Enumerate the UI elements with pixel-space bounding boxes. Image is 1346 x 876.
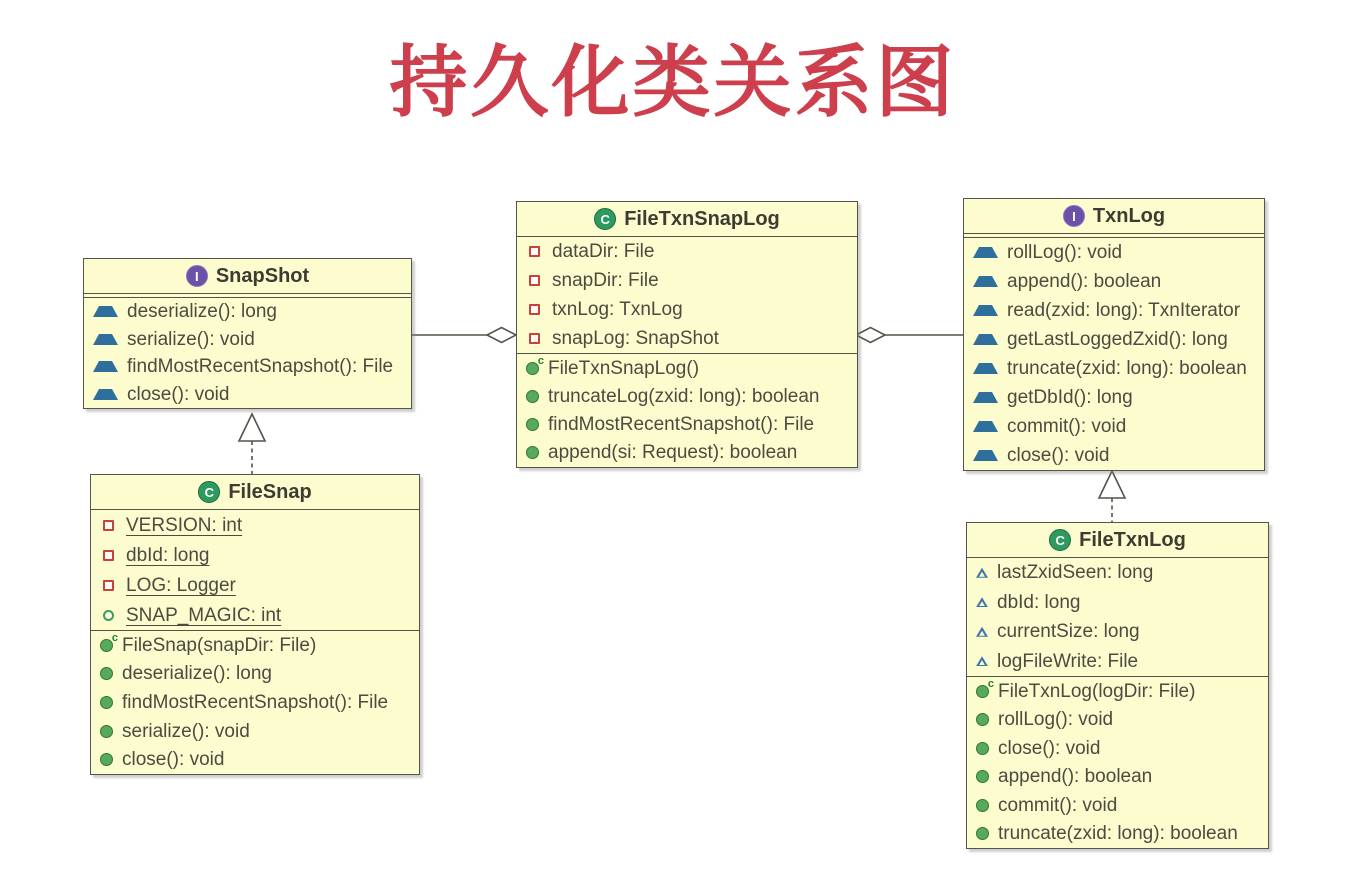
class-name: SnapShot bbox=[215, 264, 310, 287]
public-method-icon bbox=[526, 390, 539, 403]
class-header bbox=[967, 523, 1268, 558]
member-row bbox=[91, 600, 419, 630]
default-field-icon bbox=[976, 597, 988, 607]
member-row bbox=[91, 660, 419, 689]
private-field-icon bbox=[529, 333, 540, 344]
member-row bbox=[967, 763, 1268, 792]
class-header bbox=[517, 202, 857, 237]
member-row bbox=[91, 688, 419, 717]
member-text: getDbId(): long bbox=[1007, 387, 1133, 408]
class-badge-icon: C bbox=[594, 208, 616, 230]
class-header bbox=[84, 259, 411, 294]
abstract-method-icon bbox=[973, 334, 998, 345]
member-text: findMostRecentSnapshot(): File bbox=[548, 413, 815, 435]
private-field-icon bbox=[103, 580, 114, 591]
member-row bbox=[964, 296, 1264, 325]
member-text: close(): void bbox=[122, 749, 225, 771]
abstract-method-icon bbox=[973, 450, 998, 461]
class-box-snapshot bbox=[83, 258, 412, 409]
constructor-icon bbox=[100, 639, 113, 652]
member-text: commit(): void bbox=[998, 794, 1118, 816]
member-text: findMostRecentSnapshot(): File bbox=[122, 691, 389, 713]
member-text: truncate(zxid: long): boolean bbox=[998, 823, 1238, 845]
default-field-icon bbox=[976, 627, 988, 637]
default-field-icon bbox=[976, 656, 988, 666]
member-row bbox=[967, 820, 1268, 849]
member-text: serialize(): void bbox=[127, 328, 255, 350]
member-text: snapDir: File bbox=[552, 270, 659, 291]
realization-triangle-icon bbox=[1099, 471, 1125, 498]
abstract-method-icon bbox=[973, 363, 998, 374]
class-name: FileTxnLog bbox=[1079, 528, 1186, 551]
class-name: TxnLog bbox=[1092, 204, 1166, 227]
member-text: rollLog(): void bbox=[998, 709, 1114, 731]
member-row bbox=[967, 734, 1268, 763]
default-field-icon bbox=[976, 568, 988, 578]
class-name: FileSnap bbox=[228, 480, 312, 503]
member-text: close(): void bbox=[1007, 445, 1110, 466]
methods-section bbox=[964, 238, 1264, 470]
member-row bbox=[967, 617, 1268, 647]
fields-section bbox=[967, 558, 1268, 677]
member-row bbox=[91, 631, 419, 660]
member-text: append(): boolean bbox=[1007, 271, 1162, 292]
methods-section bbox=[967, 677, 1268, 848]
member-row bbox=[517, 266, 857, 295]
package-field-icon bbox=[103, 610, 114, 621]
member-text: serialize(): void bbox=[122, 720, 250, 742]
abstract-method-icon bbox=[93, 334, 118, 345]
constructor-icon bbox=[526, 362, 539, 375]
public-method-icon bbox=[100, 753, 113, 766]
public-method-icon bbox=[526, 446, 539, 459]
member-text: close(): void bbox=[127, 384, 230, 406]
member-row bbox=[91, 570, 419, 600]
methods-section bbox=[91, 631, 419, 774]
member-row bbox=[967, 706, 1268, 735]
abstract-method-icon bbox=[973, 421, 998, 432]
class-box-filesnap bbox=[90, 474, 420, 775]
class-badge-icon: C bbox=[198, 481, 220, 503]
member-text: SNAP_MAGIC: int bbox=[126, 604, 282, 626]
public-method-icon bbox=[100, 696, 113, 709]
public-method-icon bbox=[100, 725, 113, 738]
private-field-icon bbox=[103, 550, 114, 561]
methods-section bbox=[84, 298, 411, 408]
member-text: txnLog: TxnLog bbox=[552, 299, 683, 320]
member-text: currentSize: long bbox=[997, 621, 1140, 643]
class-header bbox=[91, 475, 419, 510]
member-row bbox=[964, 267, 1264, 296]
member-row bbox=[517, 382, 857, 410]
class-header bbox=[964, 199, 1264, 234]
member-text: append(si: Request): boolean bbox=[548, 442, 798, 464]
member-row bbox=[517, 295, 857, 324]
public-method-icon bbox=[976, 713, 989, 726]
member-text: rollLog(): void bbox=[1007, 242, 1123, 263]
member-row bbox=[967, 588, 1268, 618]
public-method-icon bbox=[526, 418, 539, 431]
class-name: FileTxnSnapLog bbox=[624, 207, 780, 230]
interface-badge-icon: I bbox=[1063, 205, 1085, 227]
member-text: FileSnap(snapDir: File) bbox=[122, 634, 317, 656]
member-text: append(): boolean bbox=[998, 766, 1153, 788]
member-text: dbId: long bbox=[997, 591, 1081, 613]
class-badge-icon: C bbox=[1049, 529, 1071, 551]
member-row bbox=[91, 540, 419, 570]
member-row bbox=[517, 324, 857, 353]
member-row bbox=[964, 383, 1264, 412]
member-row bbox=[967, 647, 1268, 677]
constructor-icon bbox=[976, 685, 989, 698]
fields-section bbox=[517, 237, 857, 354]
member-text: read(zxid: long): TxnIterator bbox=[1007, 300, 1241, 321]
member-row bbox=[517, 237, 857, 266]
member-row bbox=[84, 298, 411, 326]
public-method-icon bbox=[100, 667, 113, 680]
member-row bbox=[967, 558, 1268, 588]
abstract-method-icon bbox=[973, 247, 998, 258]
abstract-method-icon bbox=[973, 305, 998, 316]
public-method-icon bbox=[976, 799, 989, 812]
member-text: deserialize(): long bbox=[127, 301, 277, 323]
member-text: findMostRecentSnapshot(): File bbox=[127, 356, 394, 378]
member-row bbox=[964, 441, 1264, 470]
fields-section bbox=[91, 510, 419, 631]
class-box-filetxnsnaplog bbox=[516, 201, 858, 468]
member-row bbox=[964, 412, 1264, 441]
member-text: FileTxnLog(logDir: File) bbox=[998, 680, 1196, 702]
member-text: FileTxnSnapLog() bbox=[548, 357, 700, 379]
abstract-method-icon bbox=[93, 389, 118, 400]
member-text: commit(): void bbox=[1007, 416, 1127, 437]
member-text: deserialize(): long bbox=[122, 663, 272, 685]
public-method-icon bbox=[976, 770, 989, 783]
member-text: logFileWrite: File bbox=[997, 650, 1139, 672]
member-row bbox=[967, 677, 1268, 706]
realization-triangle-icon bbox=[239, 414, 265, 441]
public-method-icon bbox=[976, 827, 989, 840]
private-field-icon bbox=[529, 304, 540, 315]
member-text: getLastLoggedZxid(): long bbox=[1007, 329, 1228, 350]
member-row bbox=[91, 510, 419, 540]
interface-badge-icon: I bbox=[186, 265, 208, 287]
member-text: lastZxidSeen: long bbox=[997, 562, 1154, 584]
member-text: LOG: Logger bbox=[126, 574, 236, 596]
abstract-method-icon bbox=[93, 306, 118, 317]
member-row bbox=[84, 353, 411, 381]
member-row bbox=[84, 326, 411, 354]
member-row bbox=[517, 410, 857, 438]
diagram-title: 持久化类关系图 bbox=[389, 38, 957, 126]
member-row bbox=[964, 354, 1264, 383]
abstract-method-icon bbox=[93, 361, 118, 372]
abstract-method-icon bbox=[973, 276, 998, 287]
aggregation-diamond-icon bbox=[487, 328, 516, 343]
member-text: truncate(zxid: long): boolean bbox=[1007, 358, 1247, 379]
member-row bbox=[91, 745, 419, 774]
class-box-filetxnlog bbox=[966, 522, 1269, 849]
member-row bbox=[517, 354, 857, 382]
methods-section bbox=[517, 354, 857, 467]
member-row bbox=[967, 791, 1268, 820]
member-row bbox=[91, 717, 419, 746]
class-box-txnlog bbox=[963, 198, 1265, 471]
member-text: dataDir: File bbox=[552, 241, 655, 262]
member-text: close(): void bbox=[998, 737, 1101, 759]
member-row bbox=[517, 439, 857, 467]
private-field-icon bbox=[529, 275, 540, 286]
member-row bbox=[84, 381, 411, 409]
member-row bbox=[964, 325, 1264, 354]
abstract-method-icon bbox=[973, 392, 998, 403]
private-field-icon bbox=[103, 520, 114, 531]
aggregation-diamond-icon bbox=[856, 328, 885, 343]
member-text: snapLog: SnapShot bbox=[552, 328, 719, 349]
member-text: dbId: long bbox=[126, 544, 210, 566]
private-field-icon bbox=[529, 246, 540, 257]
member-row bbox=[964, 238, 1264, 267]
member-text: VERSION: int bbox=[126, 514, 243, 536]
member-text: truncateLog(zxid: long): boolean bbox=[548, 385, 820, 407]
public-method-icon bbox=[976, 742, 989, 755]
